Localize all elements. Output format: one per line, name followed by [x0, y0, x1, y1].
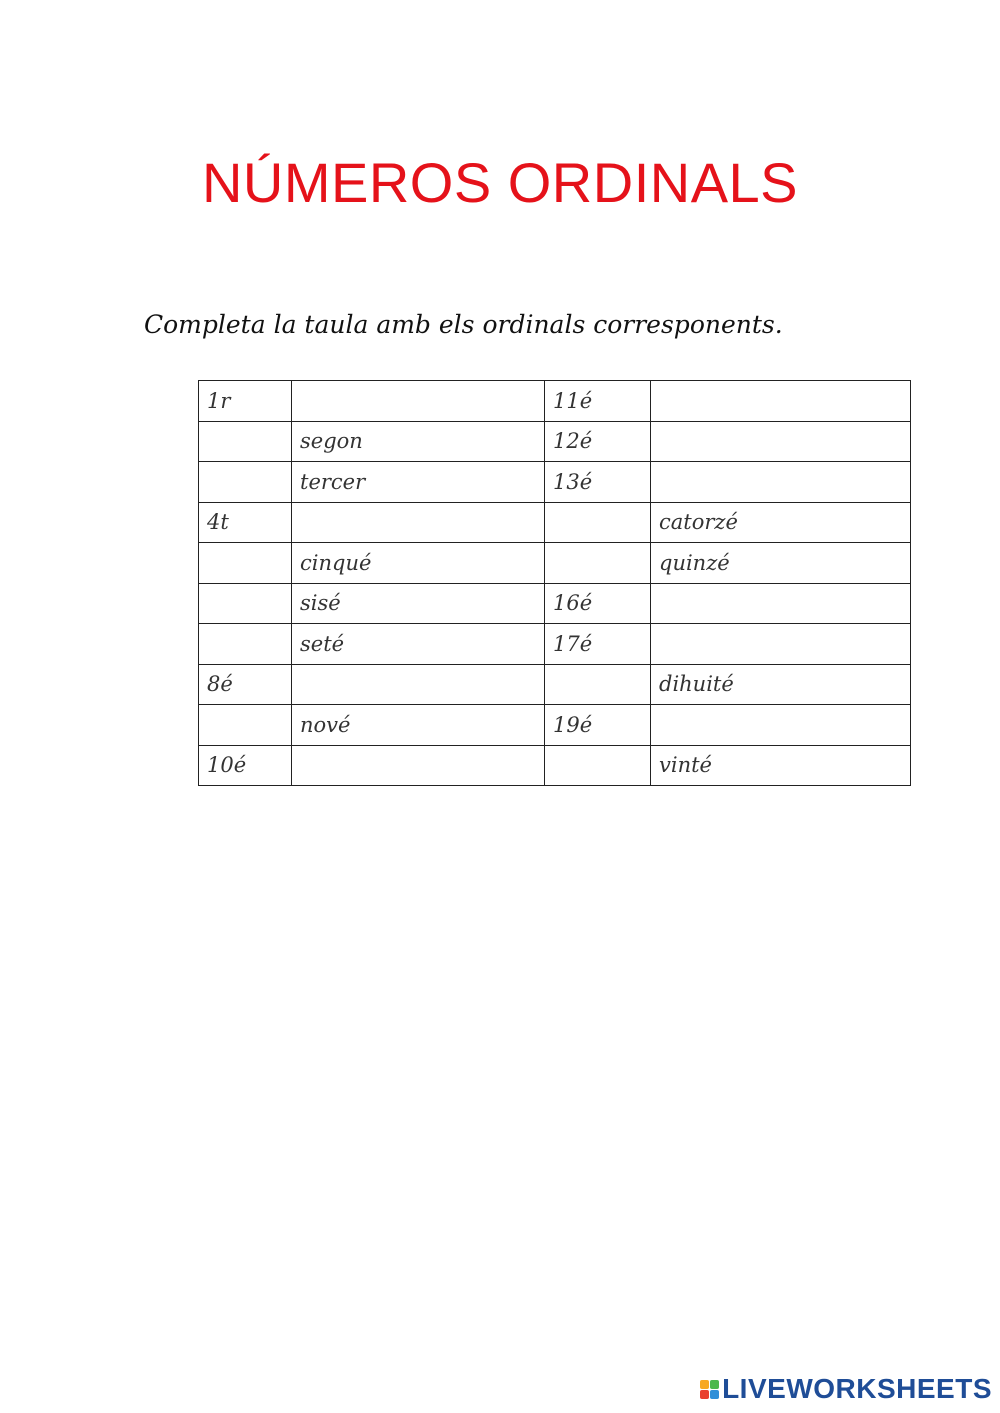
logo-square [710, 1390, 719, 1399]
table-cell: 12é [545, 421, 651, 462]
table-row [199, 664, 911, 705]
logo-square [700, 1380, 709, 1389]
table-cell[interactable] [292, 664, 545, 705]
table-cell: 10é [199, 745, 292, 786]
liveworksheets-logo-icon [700, 1380, 719, 1399]
table-cell[interactable] [545, 502, 651, 543]
table-cell[interactable] [199, 462, 292, 503]
table-cell: 19é [545, 705, 651, 746]
table-cell: seté [292, 624, 545, 665]
table-cell[interactable] [651, 462, 911, 503]
table-cell[interactable] [651, 421, 911, 462]
table-row [199, 421, 911, 462]
liveworksheets-brand [700, 1373, 992, 1405]
table-cell: 11é [545, 381, 651, 422]
table-cell[interactable] [545, 745, 651, 786]
table-row [199, 502, 911, 543]
table-cell[interactable] [651, 583, 911, 624]
table-cell[interactable] [545, 543, 651, 584]
table-cell: 4t [199, 502, 292, 543]
table-cell: 8é [199, 664, 292, 705]
logo-square [700, 1390, 709, 1399]
table-row [199, 624, 911, 665]
table-cell: catorzé [651, 502, 911, 543]
table-cell: 1r [199, 381, 292, 422]
table-cell[interactable] [199, 543, 292, 584]
table-cell[interactable] [199, 624, 292, 665]
table-cell: 17é [545, 624, 651, 665]
table-cell: nové [292, 705, 545, 746]
table-cell: cinqué [292, 543, 545, 584]
logo-square [710, 1380, 719, 1389]
table-cell[interactable] [651, 705, 911, 746]
table-cell[interactable] [292, 502, 545, 543]
table-cell[interactable] [292, 745, 545, 786]
table-cell[interactable] [199, 705, 292, 746]
table-cell: 16é [545, 583, 651, 624]
table-cell[interactable] [199, 421, 292, 462]
table-cell[interactable] [199, 583, 292, 624]
table-row [199, 745, 911, 786]
table-cell: segon [292, 421, 545, 462]
page-title: NÚMEROS ORDINALS [201, 151, 799, 214]
table-row [199, 583, 911, 624]
brand-name: LIVEWORKSHEETS [722, 1373, 992, 1404]
table-row [199, 705, 911, 746]
table-cell: 13é [545, 462, 651, 503]
ordinals-table [198, 380, 911, 786]
instruction-text: Completa la taula amb els ordinals corresponents. [144, 310, 783, 339]
table-row [199, 462, 911, 503]
table-cell: vinté [651, 745, 911, 786]
table-cell: quinzé [651, 543, 911, 584]
table-cell: sisé [292, 583, 545, 624]
table-row [199, 543, 911, 584]
table-cell[interactable] [651, 624, 911, 665]
table-cell[interactable] [545, 664, 651, 705]
table-cell: dihuité [651, 664, 911, 705]
table-cell[interactable] [651, 381, 911, 422]
table-cell[interactable] [292, 381, 545, 422]
table-cell: tercer [292, 462, 545, 503]
table-row [199, 381, 911, 422]
